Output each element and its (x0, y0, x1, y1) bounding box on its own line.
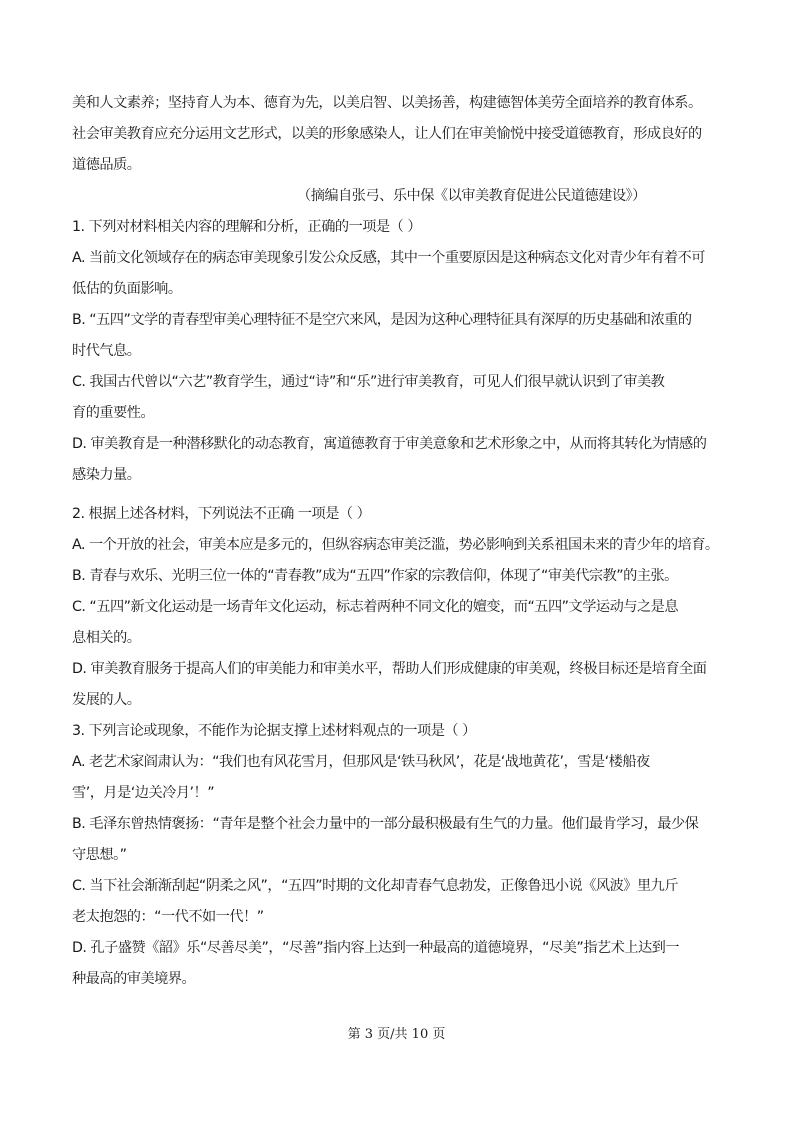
passage-line: 社会审美教育应充分运用文艺形式，以美的形象感染人，让人们在审美愉悦中接受道德教育，形成良好的 (72, 126, 702, 142)
question-3-option-d: D. 孔子盛赞《韶》乐“尽善尽美”，“尽善”指内容上达到一种最高的道德境界，“尽美”指艺术上达到一 (72, 940, 680, 956)
question-3-option-a: A. 老艺术家阎肃认为：“我们也有风花雪月，但那风是‘铁马秋风’，花是‘战地黄花’，雪是‘楼船夜 (72, 754, 650, 770)
question-1-stem: 1. 下列对材料相关内容的理解和分析，正确的一项是（ ） (72, 219, 422, 235)
question-1-option-a-cont: 低估的负面影响。 (72, 281, 182, 297)
question-1-option-d-cont: 感染力量。 (72, 467, 141, 483)
question-3-option-b: B. 毛泽东曾热情褒扬：“青年是整个社会力量中的一部分最积极最有生气的力量。他们最肯学习，最少保 (72, 816, 699, 832)
question-2-option-a: A. 一个开放的社会，审美本应是多元的，但纵容病态审美泛滥，势必影响到关系祖国未来的青少年的培育。 (72, 537, 719, 553)
question-2-option-d-cont: 发展的人。 (72, 692, 141, 708)
question-2-option-c-cont: 息相关的。 (72, 630, 141, 646)
question-1-option-b-cont: 时代气息。 (72, 343, 141, 359)
question-2-option-b: B. 青春与欢乐、光明三位一体的“青春教”成为“五四”作家的宗教信仰，体现了“审美代宗教”的主张。 (72, 568, 678, 584)
question-3-option-b-cont: 守思想。” (72, 847, 127, 863)
question-3-option-a-cont: 雪’，月是‘边关冷月’！” (72, 785, 215, 801)
question-2-stem: 2. 根据上述各材料，下列说法不正确 一项是（ ） (72, 506, 371, 522)
question-3-option-c-cont: 老太抱怨的：“一代不如一代！” (72, 909, 264, 925)
passage-line: 道德品质。 (72, 157, 141, 173)
passage-line: 美和人文素养；坚持育人为本、德育为先，以美启智、以美扬善，构建德智体美劳全面培养的教育体系。 (72, 95, 702, 111)
document-body (72, 88, 732, 995)
question-2-option-d: D. 审美教育服务于提高人们的审美能力和审美水平，帮助人们形成健康的审美观，终极目标还是培育全面 (72, 661, 707, 677)
question-1-option-c-cont: 育的重要性。 (72, 405, 155, 421)
question-1-option-b: B. “五四”文学的青春型审美心理特征不是空穴来风，是因为这种心理特征具有深厚的历史基础和浓重的 (72, 312, 692, 328)
question-1-option-c: C. 我国古代曾以“六艺”教育学生，通过“诗”和“乐”进行审美教育，可见人们很早就认识到了审美教 (72, 374, 665, 390)
question-2-option-c: C. “五四”新文化运动是一场青年文化运动，标志着两种不同文化的嬗变，而“五四”文学运动与之是息 (72, 599, 679, 615)
question-3-option-d-cont: 种最高的审美境界。 (72, 971, 196, 987)
question-1-option-a: A. 当前文化领域存在的病态审美现象引发公众反感，其中一个重要原因是这种病态文化对青少年有着不可 (72, 250, 705, 266)
question-3-stem: 3. 下列言论或现象，不能作为论据支撑上述材料观点的一项是（ ） (72, 723, 476, 739)
page-number: 第 3 页/共 10 页 (347, 1027, 446, 1042)
question-1-option-d: D. 审美教育是一种潜移默化的动态教育，寓道德教育于审美意象和艺术形象之中，从而将其转化为情感的 (72, 436, 707, 452)
passage-source: （摘编自张弓、乐中保《以审美教育促进公民道德建设》） (297, 188, 646, 204)
question-3-option-c: C. 当下社会渐渐刮起“阴柔之风”，“五四”时期的文化却青春气息勃发，正像鲁迅小说《风波》里九斤 (72, 878, 679, 894)
